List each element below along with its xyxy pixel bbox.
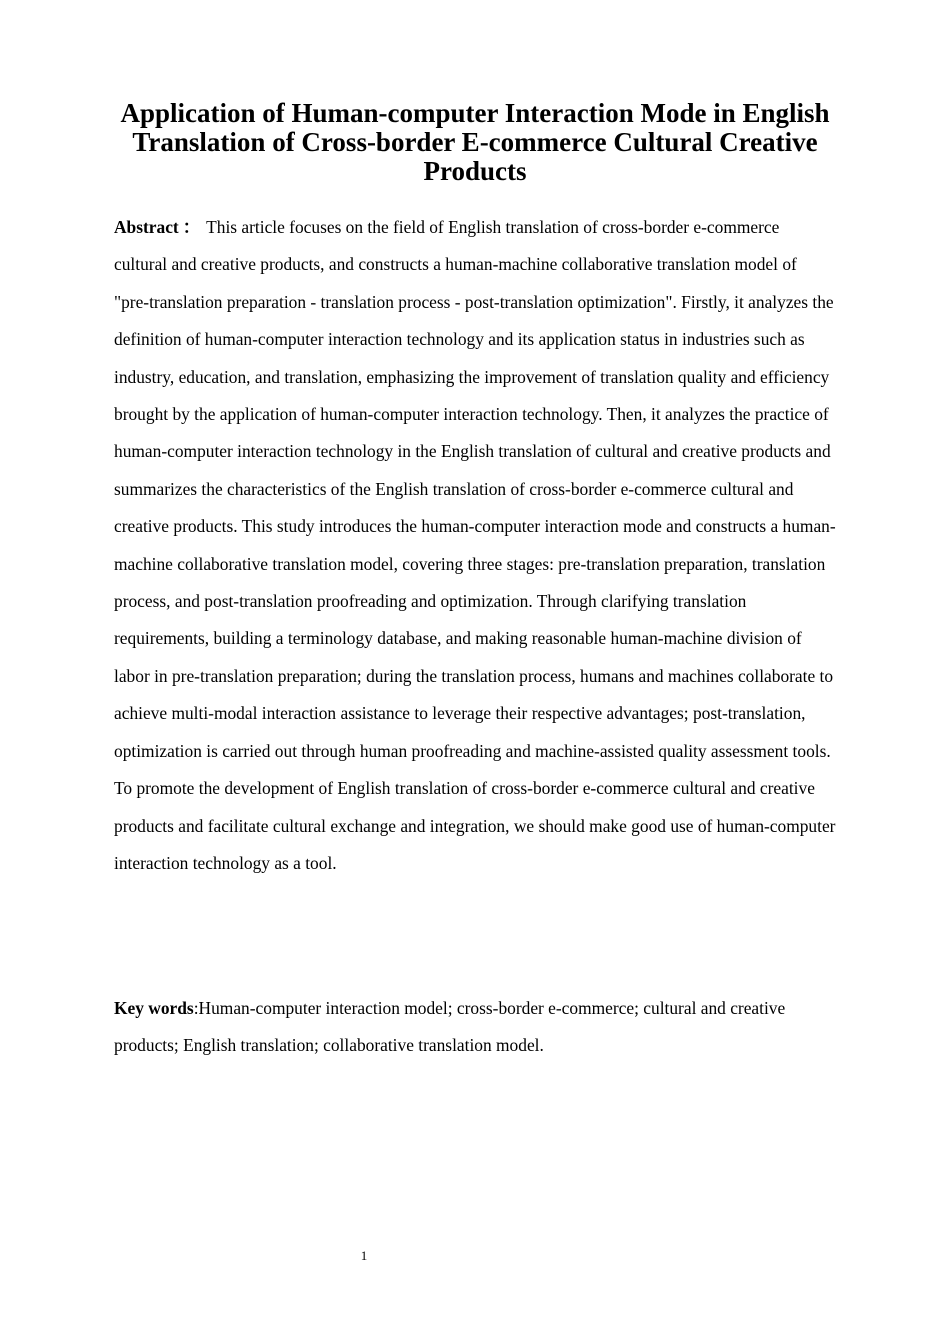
abstract-text: This article focuses on the field of English translation of cross-border e-commerce cultural and creative products, and constructs a human-machine collaborative translation model of "pre-translation preparation - translation process - post-translation optimization". Firstly, it analyzes the definition of human-computer interaction technology and its application status in industries such as industry, education, and translation, emphasizing the improvement of translation quality and efficiency brought by the application of human-computer interaction technology. Then, it analyzes the practice of human-computer interaction technology in the English translation of cultural and creative products and summarizes the characteristics of the English translation of cross-border e-commerce cultural and creative products. This study introduces the human-computer interaction mode and constructs a human-machine collaborative translation model, covering three stages: pre-translation preparation, translation process, and post-translation proofreading and optimization. Through clarifying translation requirements, building a terminology database, and making reasonable human-machine division of labor in pre-translation preparation; during the translation process, humans and machines collaborate to achieve multi-modal interaction assistance to leverage their respective advantages; post-translation, optimization is carried out through human proofreading and machine-assisted quality assessment tools. To promote the development of English translation of cross-border e-commerce cultural and creative products and facilitate cultural exchange and integration, we should make good use of human-computer interaction technology as a tool. [114, 217, 836, 873]
page-number: 1 [360, 1248, 368, 1263]
keywords-separator: : [193, 998, 199, 1018]
abstract-label: Abstract [114, 217, 179, 237]
abstract-separator: ： [182, 217, 201, 237]
keywords-text: Human-computer interaction model; cross-border e-commerce; cultural and creative products; English translation; collaborative translation model. [114, 998, 786, 1056]
abstract-paragraph [114, 209, 836, 882]
keywords-paragraph [114, 990, 836, 1065]
paper-title: Application of Human-computer Interaction Mode in English Translation of Cross-border E-commerce Cultural Creative Products [120, 98, 830, 186]
keywords-label: Key words [114, 998, 194, 1018]
